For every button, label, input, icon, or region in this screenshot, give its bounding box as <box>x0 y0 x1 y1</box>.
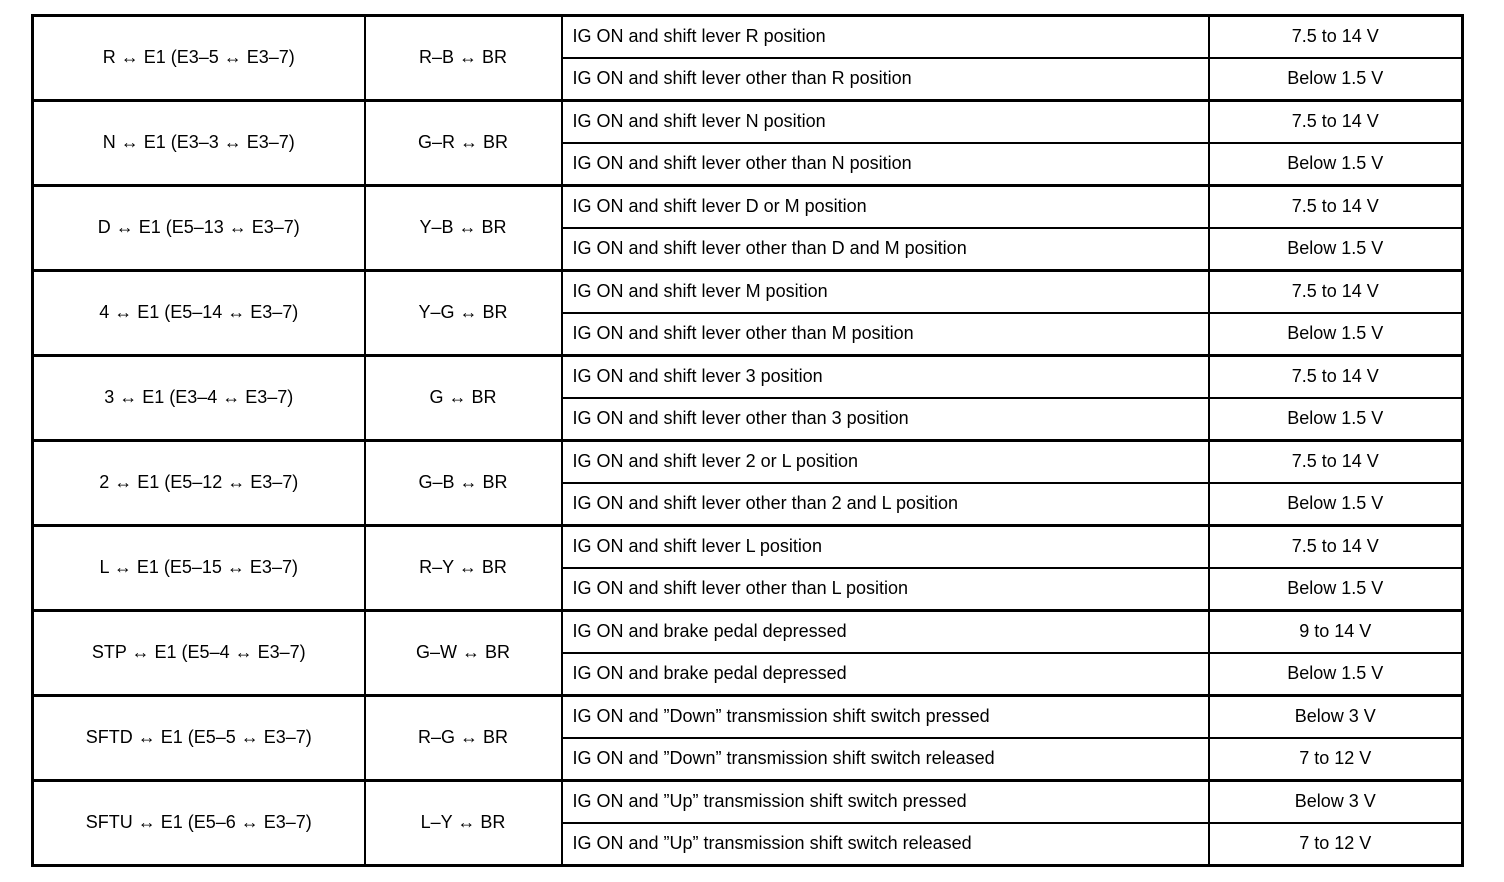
specified-value-cell: 7.5 to 14 V <box>1209 441 1463 484</box>
table-row <box>33 611 1463 654</box>
table-row <box>33 186 1463 229</box>
condition-cell: IG ON and shift lever other than 2 and L position <box>562 483 1209 526</box>
condition-cell: IG ON and shift lever other than N position <box>562 143 1209 186</box>
table-row <box>33 356 1463 399</box>
specified-value-cell: 7.5 to 14 V <box>1209 271 1463 314</box>
condition-cell: IG ON and shift lever other than R position <box>562 58 1209 101</box>
condition-cell: IG ON and ”Down” transmission shift switch pressed <box>562 696 1209 739</box>
terminal-connection-cell: N ↔ E1 (E3–3 ↔ E3–7) <box>33 101 365 186</box>
wire-color-cell: G–W ↔ BR <box>365 611 562 696</box>
table-row <box>33 16 1463 59</box>
specified-value-cell: 7.5 to 14 V <box>1209 356 1463 399</box>
specified-value-cell: Below 1.5 V <box>1209 483 1463 526</box>
wire-color-cell: R–G ↔ BR <box>365 696 562 781</box>
terminal-connection-cell: 3 ↔ E1 (E3–4 ↔ E3–7) <box>33 356 365 441</box>
condition-cell: IG ON and shift lever other than M position <box>562 313 1209 356</box>
specified-value-cell: Below 3 V <box>1209 781 1463 824</box>
specified-value-cell: 9 to 14 V <box>1209 611 1463 654</box>
condition-cell: IG ON and ”Up” transmission shift switch released <box>562 823 1209 866</box>
terminal-voltage-table <box>31 14 1464 867</box>
table-row <box>33 526 1463 569</box>
specified-value-cell: 7 to 12 V <box>1209 738 1463 781</box>
condition-cell: IG ON and shift lever R position <box>562 16 1209 59</box>
table-row <box>33 781 1463 824</box>
terminal-connection-cell: D ↔ E1 (E5–13 ↔ E3–7) <box>33 186 365 271</box>
table-row <box>33 101 1463 144</box>
specified-value-cell: 7.5 to 14 V <box>1209 526 1463 569</box>
terminal-connection-cell: R ↔ E1 (E3–5 ↔ E3–7) <box>33 16 365 101</box>
wire-color-cell: Y–B ↔ BR <box>365 186 562 271</box>
terminal-connection-cell: STP ↔ E1 (E5–4 ↔ E3–7) <box>33 611 365 696</box>
condition-cell: IG ON and brake pedal depressed <box>562 653 1209 696</box>
wire-color-cell: G–R ↔ BR <box>365 101 562 186</box>
condition-cell: IG ON and shift lever D or M position <box>562 186 1209 229</box>
specified-value-cell: 7 to 12 V <box>1209 823 1463 866</box>
specified-value-cell: Below 1.5 V <box>1209 568 1463 611</box>
specified-value-cell: Below 1.5 V <box>1209 58 1463 101</box>
specified-value-cell: 7.5 to 14 V <box>1209 101 1463 144</box>
terminal-connection-cell: 4 ↔ E1 (E5–14 ↔ E3–7) <box>33 271 365 356</box>
terminal-voltage-table-body <box>33 16 1463 866</box>
condition-cell: IG ON and shift lever M position <box>562 271 1209 314</box>
specified-value-cell: Below 1.5 V <box>1209 398 1463 441</box>
specified-value-cell: Below 1.5 V <box>1209 228 1463 271</box>
condition-cell: IG ON and shift lever N position <box>562 101 1209 144</box>
terminal-connection-cell: L ↔ E1 (E5–15 ↔ E3–7) <box>33 526 365 611</box>
condition-cell: IG ON and brake pedal depressed <box>562 611 1209 654</box>
wire-color-cell: G ↔ BR <box>365 356 562 441</box>
wire-color-cell: R–Y ↔ BR <box>365 526 562 611</box>
condition-cell: IG ON and shift lever L position <box>562 526 1209 569</box>
specified-value-cell: 7.5 to 14 V <box>1209 186 1463 229</box>
specified-value-cell: Below 1.5 V <box>1209 653 1463 696</box>
condition-cell: IG ON and shift lever other than D and M position <box>562 228 1209 271</box>
terminal-connection-cell: 2 ↔ E1 (E5–12 ↔ E3–7) <box>33 441 365 526</box>
condition-cell: IG ON and shift lever 2 or L position <box>562 441 1209 484</box>
specified-value-cell: Below 3 V <box>1209 696 1463 739</box>
terminal-connection-cell: SFTD ↔ E1 (E5–5 ↔ E3–7) <box>33 696 365 781</box>
condition-cell: IG ON and shift lever other than L position <box>562 568 1209 611</box>
wire-color-cell: R–B ↔ BR <box>365 16 562 101</box>
wire-color-cell: Y–G ↔ BR <box>365 271 562 356</box>
table-row <box>33 271 1463 314</box>
specified-value-cell: Below 1.5 V <box>1209 143 1463 186</box>
specified-value-cell: Below 1.5 V <box>1209 313 1463 356</box>
condition-cell: IG ON and ”Down” transmission shift switch released <box>562 738 1209 781</box>
specified-value-cell: 7.5 to 14 V <box>1209 16 1463 59</box>
wire-color-cell: G–B ↔ BR <box>365 441 562 526</box>
condition-cell: IG ON and ”Up” transmission shift switch pressed <box>562 781 1209 824</box>
table-row <box>33 441 1463 484</box>
table-row <box>33 696 1463 739</box>
wire-color-cell: L–Y ↔ BR <box>365 781 562 866</box>
condition-cell: IG ON and shift lever 3 position <box>562 356 1209 399</box>
condition-cell: IG ON and shift lever other than 3 position <box>562 398 1209 441</box>
terminal-connection-cell: SFTU ↔ E1 (E5–6 ↔ E3–7) <box>33 781 365 866</box>
